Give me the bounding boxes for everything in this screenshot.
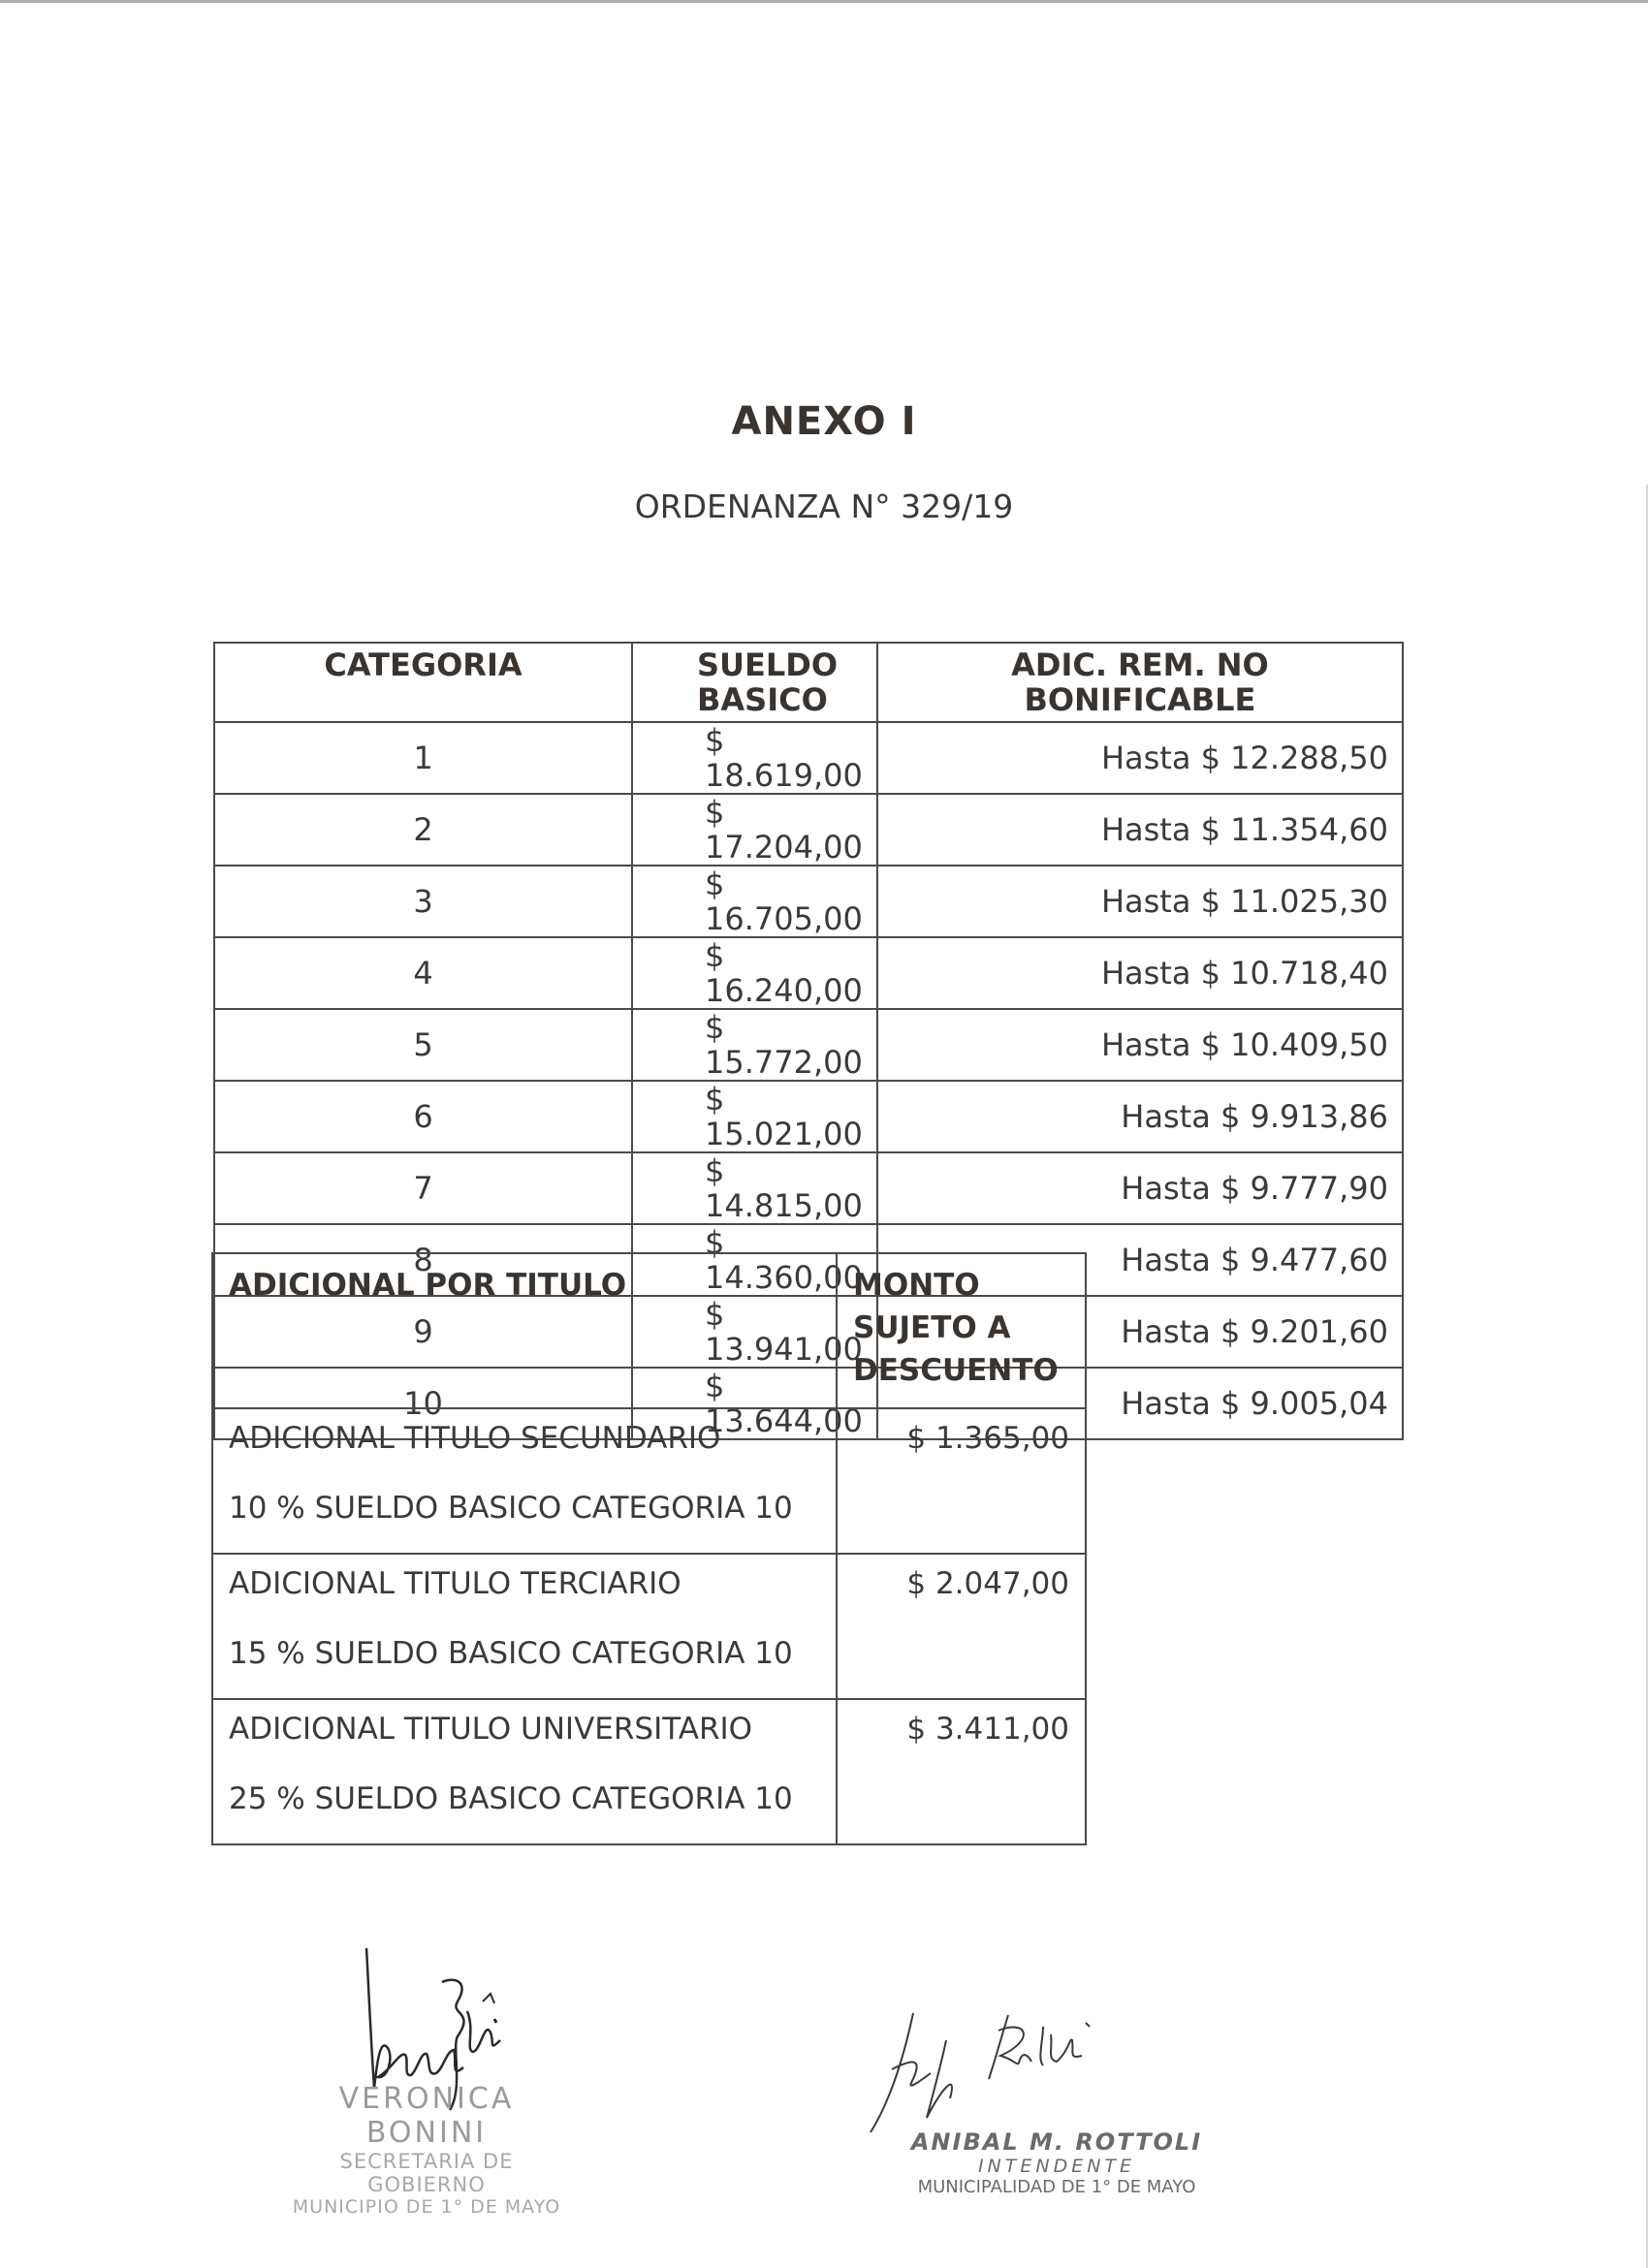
cell-adicional: Hasta $ 12.288,50 — [877, 722, 1403, 794]
title-table-body — [212, 1408, 1086, 1844]
scan-top-edge — [0, 0, 1648, 3]
titulo-name: ADICIONAL TITULO UNIVERSITARIO — [229, 1712, 753, 1747]
header-monto-line1: MONTO — [853, 1268, 980, 1303]
cell-sueldo-basico: $ 18.619,00 — [632, 722, 877, 794]
cell-monto: $ 3.411,00 — [837, 1699, 1086, 1844]
header-sueldo-basico — [632, 643, 877, 722]
table-row — [212, 1554, 1086, 1699]
cell-sueldo-basico: $ 14.815,00 — [632, 1152, 877, 1224]
cell-categoria: 4 — [214, 937, 632, 1009]
cell-categoria: 5 — [214, 1009, 632, 1081]
cell-categoria: 2 — [214, 794, 632, 866]
cell-categoria: 9 — [214, 1296, 632, 1368]
table-row — [214, 1009, 1403, 1081]
cell-sueldo-basico: $ 15.021,00 — [632, 1081, 877, 1152]
stamp-right — [863, 2128, 1251, 2197]
cell-categoria: 7 — [214, 1152, 632, 1224]
cell-monto: $ 2.047,00 — [837, 1554, 1086, 1699]
header-monto — [837, 1253, 1086, 1408]
header-adicional-titulo: ADICIONAL POR TITULO — [212, 1253, 837, 1408]
title-table-header — [212, 1253, 1086, 1408]
cell-monto: $ 1.365,00 — [837, 1408, 1086, 1554]
cell-categoria: 8 — [214, 1224, 632, 1296]
titulo-detail: 25 % SUELDO BASICO CATEGORIA 10 — [229, 1781, 793, 1816]
cell-adicional: Hasta $ 10.718,40 — [877, 937, 1403, 1009]
signature-right — [853, 2001, 1144, 2137]
document-title: ANEXO I — [731, 399, 917, 444]
cell-adicional: Hasta $ 11.354,60 — [877, 794, 1403, 866]
header-categoria: CATEGORIA — [214, 643, 632, 722]
cell-sueldo-basico: $ 15.772,00 — [632, 1009, 877, 1081]
header-sueldo-line1: SUELDO — [697, 646, 839, 683]
stamp-right-role: INTENDENTE — [977, 2156, 1136, 2177]
table-row — [212, 1408, 1086, 1554]
cell-categoria: 3 — [214, 866, 632, 937]
cell-sueldo-basico: $ 16.240,00 — [632, 937, 877, 1009]
cell-titulo — [212, 1554, 837, 1699]
header-monto-line3: DESCUENTO — [853, 1353, 1059, 1388]
cell-sueldo-basico: $ 17.204,00 — [632, 794, 877, 866]
cell-sueldo-basico: $ 14.360,00 — [632, 1224, 877, 1296]
cell-categoria: 1 — [214, 722, 632, 794]
titulo-detail: 15 % SUELDO BASICO CATEGORIA 10 — [229, 1636, 793, 1671]
stamp-right-org: MUNICIPALIDAD DE 1° DE MAYO — [917, 2177, 1196, 2197]
cell-categoria: 6 — [214, 1081, 632, 1152]
cell-titulo — [212, 1408, 837, 1554]
cell-titulo — [212, 1699, 837, 1844]
header-monto-line2: SUJETO A — [853, 1310, 1011, 1345]
cell-adicional: Hasta $ 9.477,60 — [877, 1224, 1403, 1296]
header-sueldo-line2: BASICO — [697, 681, 828, 718]
stamp-left-name: VERONICA BONINI — [338, 2082, 515, 2150]
stamp-right-name: ANIBAL M. ROTTOLI — [910, 2128, 1203, 2156]
cell-adicional: Hasta $ 11.025,30 — [877, 866, 1403, 937]
cell-adicional: Hasta $ 9.201,60 — [877, 1296, 1403, 1368]
document-subtitle: ORDENANZA N° 329/19 — [634, 488, 1014, 525]
stamp-left — [291, 2082, 562, 2218]
cell-sueldo-basico: $ 13.941,00 — [632, 1296, 877, 1368]
cell-adicional: Hasta $ 9.913,86 — [877, 1081, 1403, 1152]
cell-adicional: Hasta $ 10.409,50 — [877, 1009, 1403, 1081]
titulo-name: ADICIONAL TITULO TERCIARIO — [229, 1566, 681, 1601]
stamp-left-org: MUNICIPIO DE 1° DE MAYO — [292, 2196, 561, 2218]
table-row — [214, 1152, 1403, 1224]
table-row — [212, 1699, 1086, 1844]
table-row — [214, 937, 1403, 1009]
cell-adicional: Hasta $ 9.005,04 — [877, 1368, 1403, 1439]
table-row — [214, 1081, 1403, 1152]
header-adicional: ADIC. REM. NO BONIFICABLE — [877, 643, 1403, 722]
cell-sueldo-basico: $ 16.705,00 — [632, 866, 877, 937]
titulo-name: ADICIONAL TITULO SECUNDARIO — [229, 1421, 721, 1456]
table-row — [214, 794, 1403, 866]
stamp-left-role: SECRETARIA DE GOBIERNO — [339, 2150, 514, 2196]
table-row — [214, 866, 1403, 937]
titulo-detail: 10 % SUELDO BASICO CATEGORIA 10 — [229, 1491, 793, 1526]
cell-adicional: Hasta $ 9.777,90 — [877, 1152, 1403, 1224]
cell-sueldo-basico: $ 13.644,00 — [632, 1368, 877, 1439]
salary-table-header — [214, 643, 1403, 722]
table-row — [214, 722, 1403, 794]
title-bonus-table — [211, 1252, 1087, 1845]
cell-categoria: 10 — [214, 1368, 632, 1439]
